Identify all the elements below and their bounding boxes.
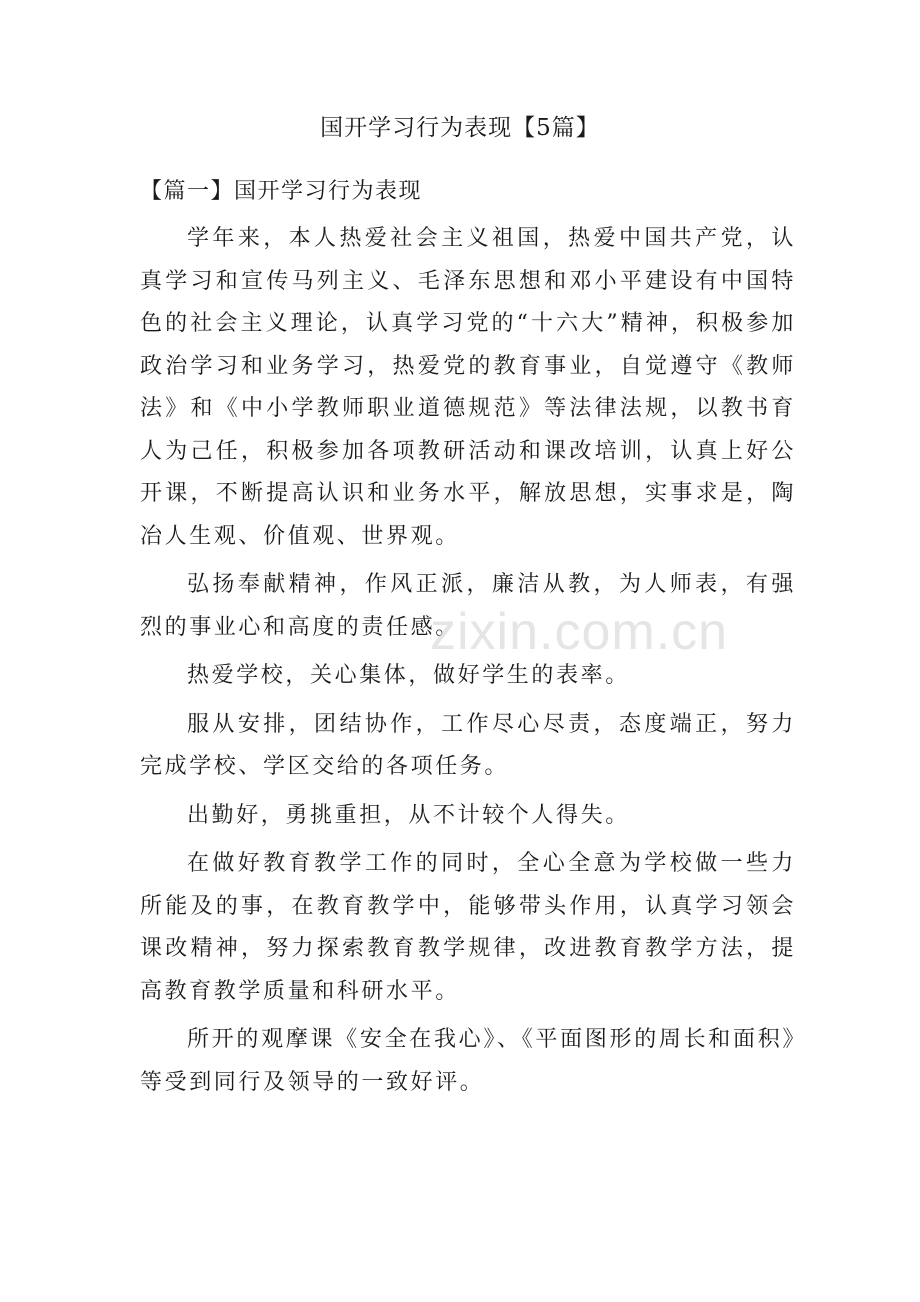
document-title: 国开学习行为表现【5篇】 xyxy=(320,115,600,141)
document-body xyxy=(140,218,796,1110)
section-heading: 【篇一】国开学习行为表现 xyxy=(140,179,423,204)
paragraph: 学年来，本人热爱社会主义祖国，热爱中国共产党，认真学习和宣传马列主义、毛泽东思想和邓小平建设有中国特色的社会主义理论，认真学习党的“十六大”精神，积极参加政治学习和业务学习，热爱党的教育事业，自觉遵守《教师法》和《中小学教师职业道德规范》等法律法规，以教书育人为己任，积极参加各项教研活动和课改培训，认真上好公开课，不断提高认识和业务水平，解放思想，实事求是，陶冶人生观、价值观、世界观。 xyxy=(140,226,796,549)
paragraph: 弘扬奉献精神，作风正派，廉洁从教，为人师表，有强烈的事业心和高度的责任感。 xyxy=(140,572,796,640)
paragraph: 热爱学校，关心集体，做好学生的表率。 xyxy=(187,663,630,688)
paragraph: 出勤好，勇挑重担，从不计较个人得失。 xyxy=(187,802,630,828)
paragraph: 所开的观摩课《安全在我心》、《平面图形的周长和面积》等受到同行及领导的一致好评。 xyxy=(140,1027,796,1095)
watermark: zixin.com.cn xyxy=(430,603,729,661)
paragraph: 在做好教育教学工作的同时，全心全意为学校做一些力所能及的事，在教育教学中，能够带头作用，认真学习领会课改精神，努力探索教育教学规律，改进教育教学方法，提高教育教学质量和科研水平。 xyxy=(140,851,796,1004)
paragraph: 服从安排，团结协作，工作尽心尽责，态度端正，努力完成学校、学区交给的各项任务。 xyxy=(140,711,796,779)
